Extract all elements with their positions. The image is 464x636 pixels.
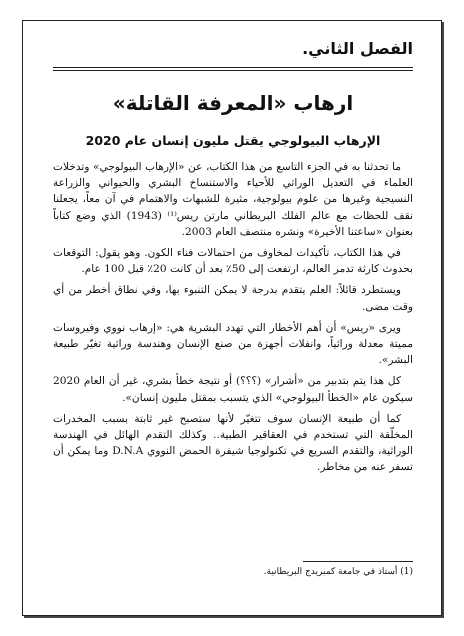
section-heading: الإرهاب البيولوجي يقتل مليون إنسان عام 2020: [85, 133, 381, 148]
footnote-rule: [303, 561, 413, 562]
header-rule: [53, 67, 413, 68]
paragraph: ما تحدثنا به في الجزء التاسع من هذا الكتاب، عن «الإرهاب البيولوجي» وتدخلات العلماء في التعديل الوراثي للأحياء والاستنساخ البشري والحيواني والزراعة النسيجية وغيرها من علوم بيولوجية، مثيرة للشبهات والاهتمام في آن معاً، يجعلنا نقف للحظات مع عالم الفلك البريطاني مارتن ريس⁽¹⁾ (1943) الذي وضع كتاباً بعنوان «ساعتنا الأخيرة» ونشره منتصف العام 2003.: [53, 161, 414, 238]
paragraph: في هذا الكتاب، تأكيدات لمخاوف من احتمالات فناء الكون. وهو يقول: التوقعات بحدوث كارثة تدمر العالم، ارتفعت إلى 50٪ بعد أن كانت 20٪ قبل 100 عام.: [53, 247, 413, 276]
header-rule-double: [53, 70, 413, 71]
paragraph: كما أن طبيعة الإنسان سوف تتغيّر لأنها ستصبح غير ثابتة بسبب المخدرات المخلّقة التي تستخدم في العقاقير الطبية.. وكذلك التقدم الهائل في الهندسة الوراثية، والتقدم السريع في تكنولوجيا شيفرة الحمض النووي D.N.A وما يمكن أن تسفر عنه من مخاطر.: [53, 412, 413, 474]
chapter-title: الفصل الثاني.: [302, 39, 413, 58]
paragraph: ويستطرد قائلاً: العلم يتقدم بدرجة لا يمكن التنبوء بها، وفي نطاق أخطر من أي وقت مضى.: [53, 284, 413, 313]
body-text: [53, 159, 413, 481]
page-title: ارهاب «المعرفة القاتلة»: [112, 91, 354, 115]
paragraph: كل هذا يتم بتدبير من «أشرار» (؟؟؟) أو نتيجة خطأ بشري، غير أن العام 2020 سيكون عام «الخطأ البيولوجي» الذي يتسبب بمقتل مليون إنسان».: [53, 375, 413, 404]
footnote: (1) أستاذ في جامعة كمبريدج البريطانية.: [263, 567, 413, 577]
chapter-header: [53, 35, 413, 73]
document-page: [22, 20, 442, 616]
paragraph: ويرى «ريس» أن أهم الأخطار التي تهدد البشرية هي: «إرهاب نووي وفيروسات مميتة معدلة وراثياً، وانفلات أجهزة من صنع الإنسان وهندسة وراثية تغيّر طبيعة البشر».: [53, 321, 413, 367]
